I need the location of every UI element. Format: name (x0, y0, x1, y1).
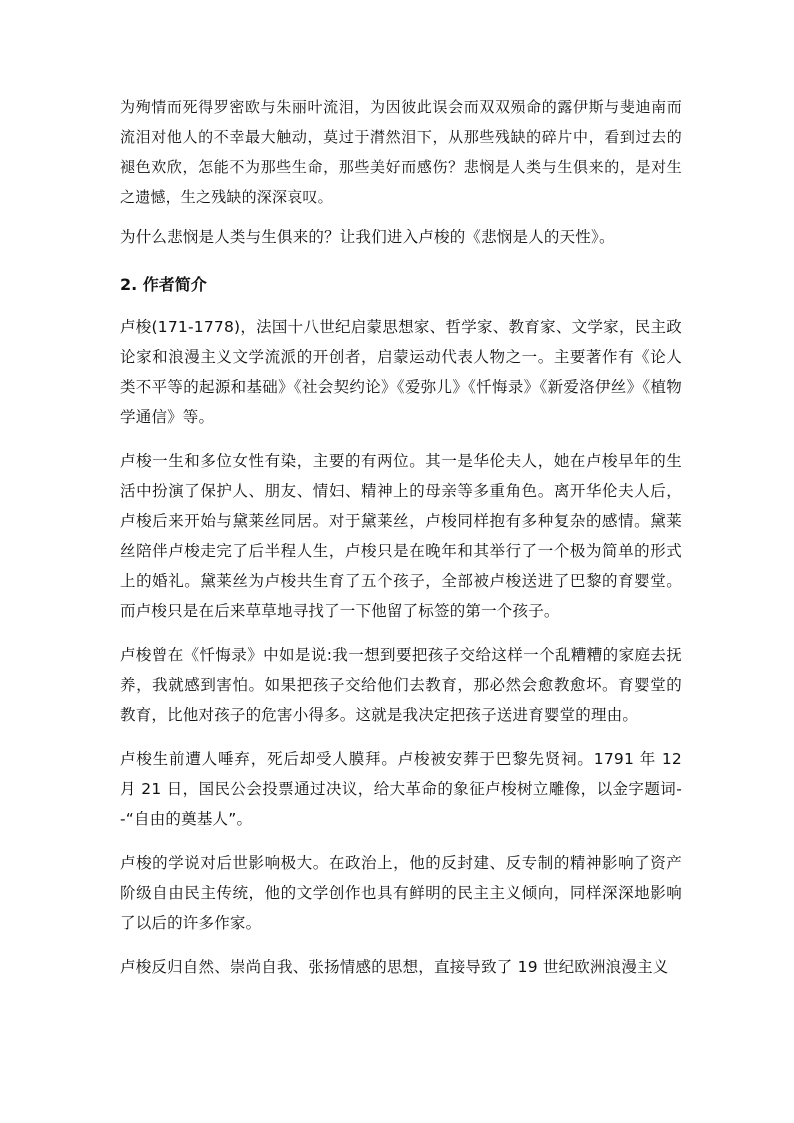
intro-paragraph: 为殉情而死得罗密欧与朱丽叶流泪，为因彼此误会而双双殒命的露伊斯与斐迪南而流泪对他人的不幸最大触动，莫过于潸然泪下，从那些残缺的碎片中，看到过去的褪色欢欣，怎能不为那些生命，那些美好而感伤？悲悯是人类与生俱来的，是对生之遗憾，生之残缺的深深哀叹。 (120, 98, 682, 206)
document-body (120, 92, 682, 996)
legacy-paragraph: 卢梭生前遭人唾弃，死后却受人膜拜。卢梭被安葬于巴黎先贤祠。1791 年 12 月 21 日，国民公会投票通过决议，给大革命的象征卢梭树立雕像，以金字题词--“自由的奠基人”。 (120, 750, 682, 828)
author-intro-paragraph: 卢梭(171-1778)，法国十八世纪启蒙思想家、哲学家、教育家、文学家，民主政论家和浪漫主义文学流派的开创者，启蒙运动代表人物之一。主要著作有《论人类不平等的起源和基础》《社会契约论》《爱弥儿》《忏悔录》《新爱洛伊丝》《植物学通信》等。 (120, 318, 682, 426)
confessions-quote-paragraph: 卢梭曾在《忏悔录》中如是说:我一想到要把孩子交给这样一个乱糟糟的家庭去抚养，我就感到害怕。如果把孩子交给他们去教育，那必然会愈教愈坏。育婴堂的教育，比他对孩子的危害小得多。这就是我决定把孩子送进育婴堂的理由。 (120, 646, 682, 724)
influence-paragraph: 卢梭的学说对后世影响极大。在政治上，他的反封建、反专制的精神影响了资产阶级自由民主传统，他的文学创作也具有鲜明的民主主义倾向，同样深深地影响了以后的许多作家。 (120, 854, 682, 932)
section-heading: 2. 作者简介 (120, 275, 207, 294)
question-paragraph: 为什么悲悯是人类与生俱来的？让我们进入卢梭的《悲悯是人的天性》。 (120, 228, 615, 246)
personal-life-paragraph: 卢梭一生和多位女性有染，主要的有两位。其一是华伦夫人，她在卢梭早年的生活中扮演了保护人、朋友、情妇、精神上的母亲等多重角色。离开华伦夫人后，卢梭后来开始与黛莱丝同居。对于黛莱丝，卢梭同样抱有多种复杂的感情。黛莱丝陪伴卢梭走完了后半程人生，卢梭只是在晚年和其举行了一个极为简单的形式上的婚礼。黛莱丝为卢梭共生育了五个孩子，全部被卢梭送进了巴黎的育婴堂。而卢梭只是在后来草草地寻找了一下他留了标签的第一个孩子。 (120, 452, 682, 620)
romanticism-paragraph: 卢梭反归自然、崇尚自我、张扬情感的思想，直接导致了 19 世纪欧洲浪漫主义 (120, 958, 669, 976)
